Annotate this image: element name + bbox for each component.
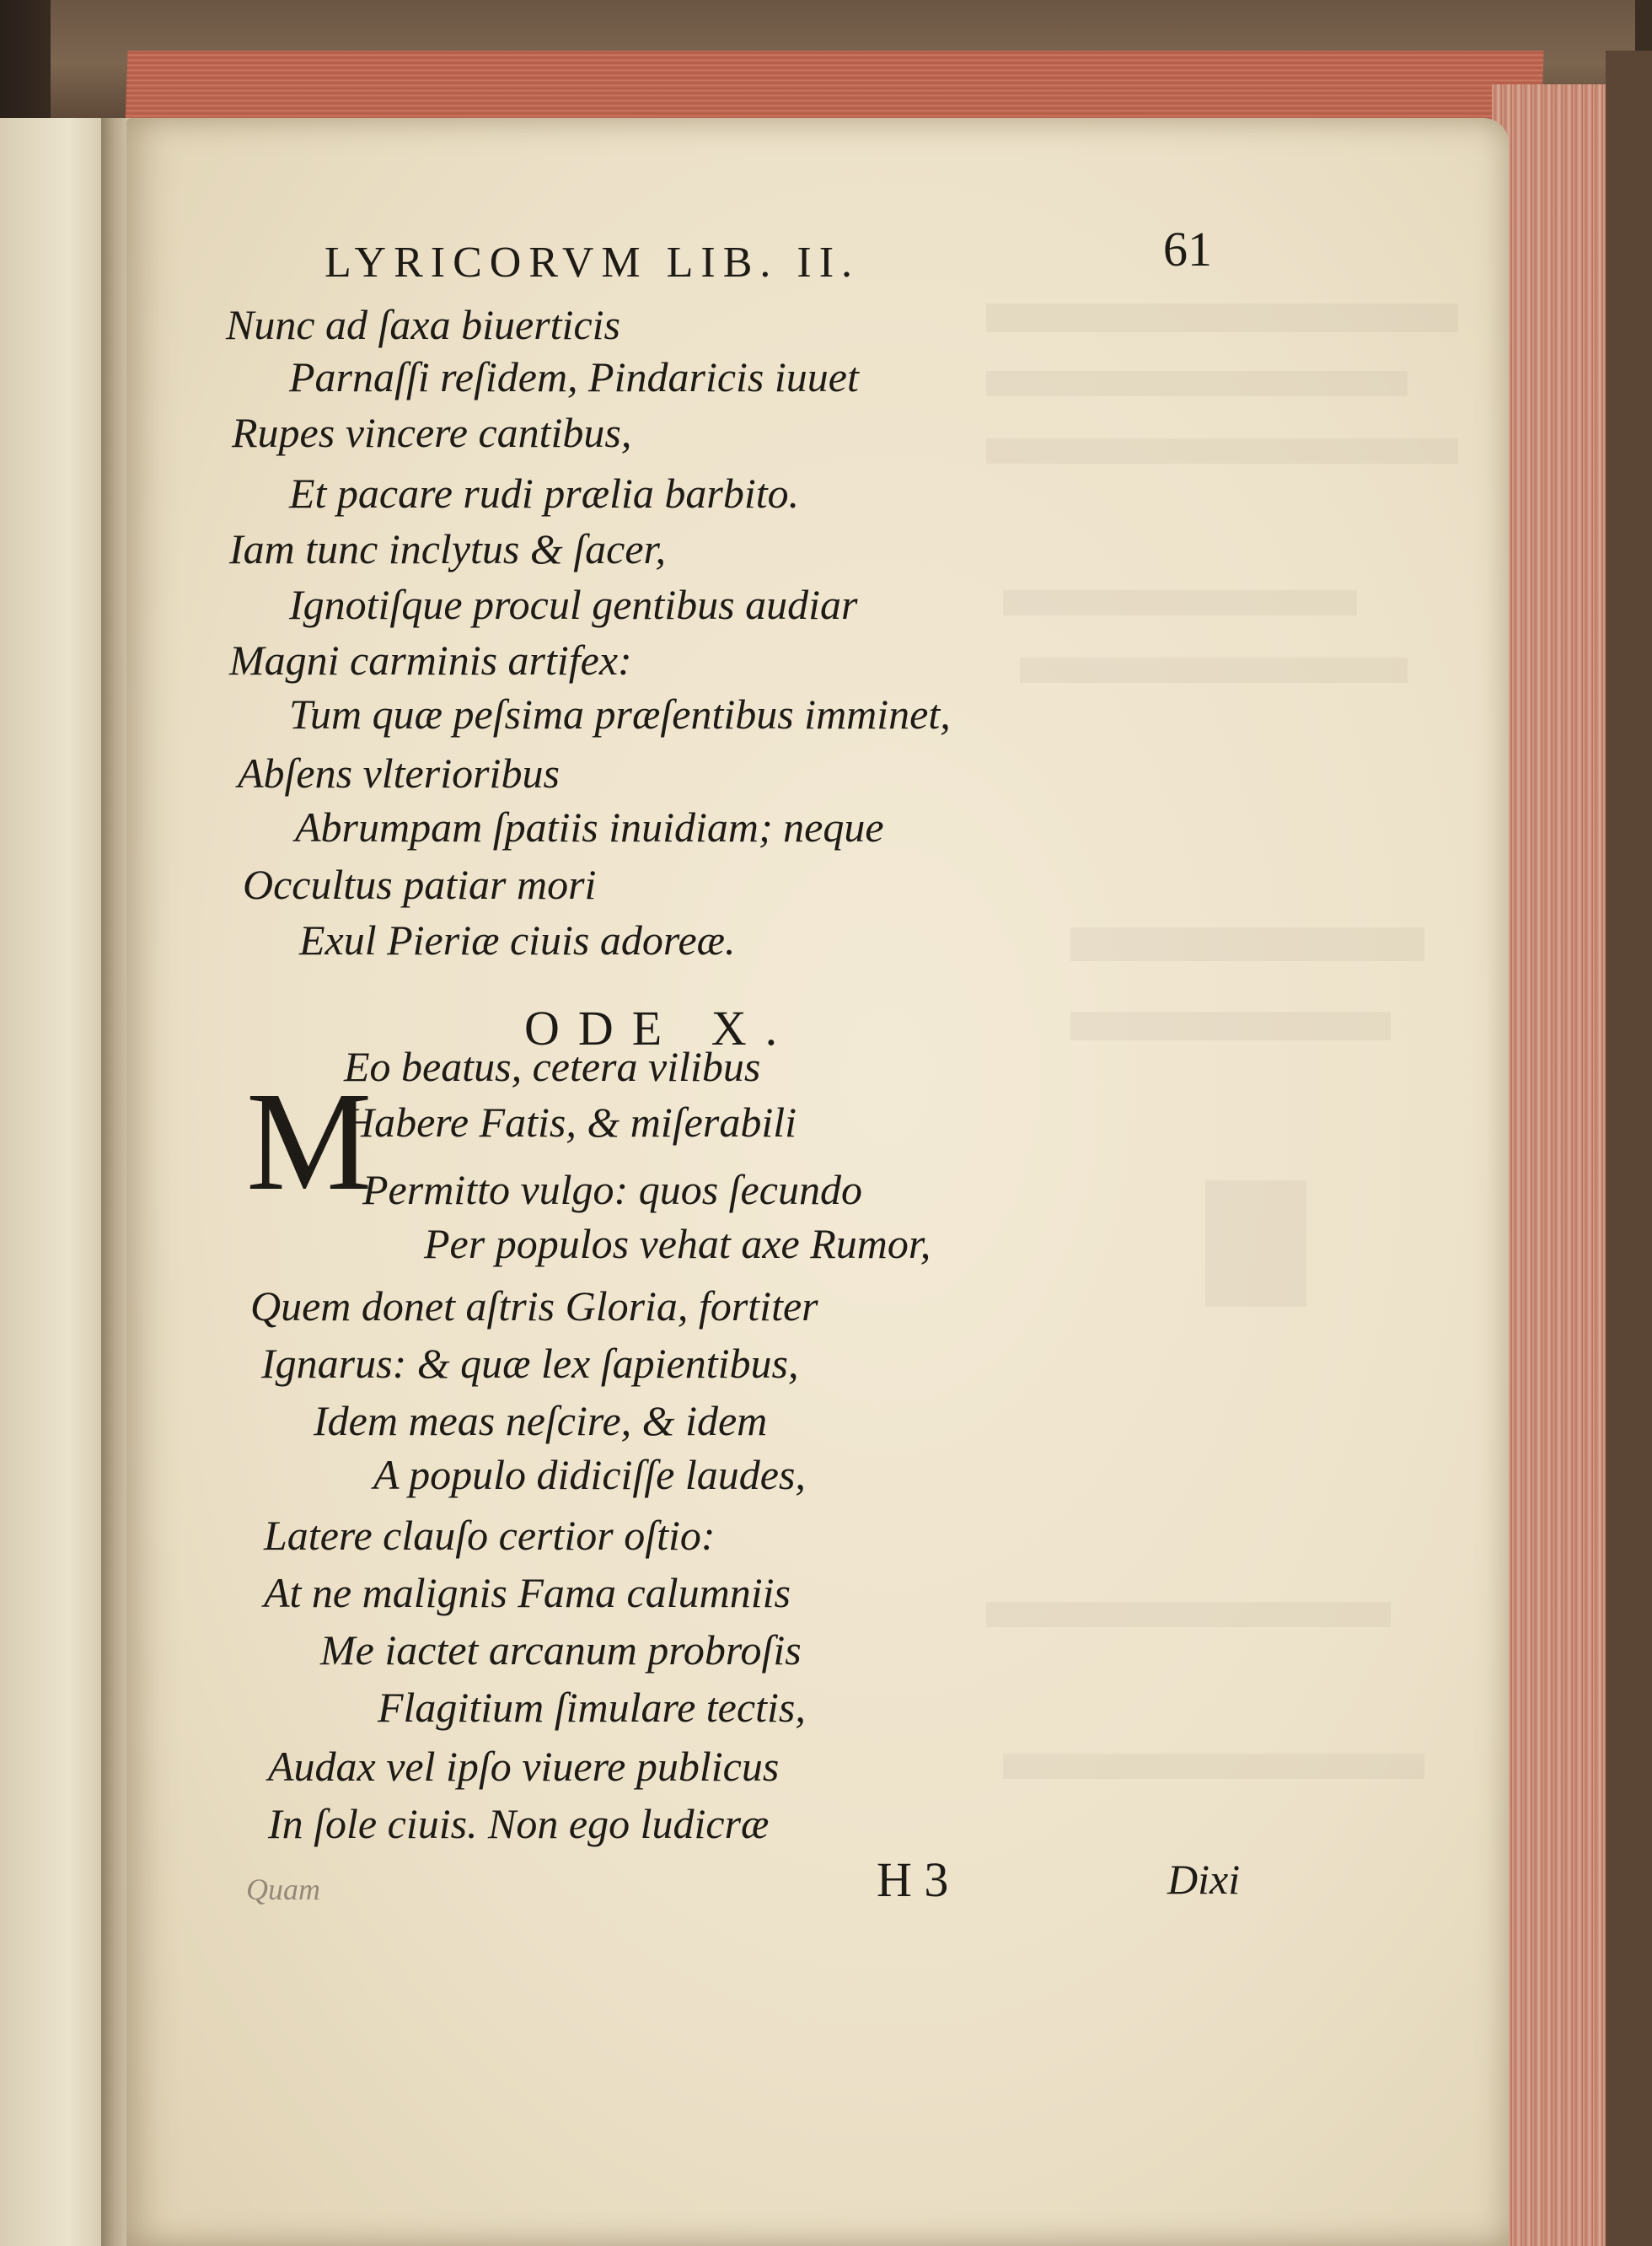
verse-line: Ignarus: & quæ lex ſapientibus, [261, 1340, 799, 1387]
verse-line: Idem meas neſcire, & idem [314, 1397, 768, 1444]
verse-line: Audax vel ipſo viuere publicus [268, 1743, 780, 1790]
verse-line: Parnaſſi reſidem, Pindaricis iuuet [289, 353, 859, 400]
verse-line: At ne malignis Fama calumniis [264, 1569, 791, 1616]
verse-line: Occultus patiar mori [243, 861, 597, 908]
verse-line: Latere clauſo certior oſtio: [264, 1512, 716, 1559]
drop-cap: M [246, 1063, 373, 1220]
verse-line: Nunc ad ſaxa biuerticis [226, 301, 620, 348]
verse-line: Ignotiſque procul gentibus audiar [289, 581, 858, 628]
verse-line: Et pacare rudi prælia barbito. [289, 470, 800, 517]
verse-line: Rupes vincere cantibus, [232, 409, 632, 456]
verse-line: Tum quæ peſsima præſentibus imminet, [289, 690, 951, 738]
running-title: LYRICORVM LIB. II. [324, 239, 861, 287]
verse-line: Abrumpam ſpatiis inuidiam; neque [295, 803, 884, 851]
verse-line: Per populos vehat axe Rumor, [424, 1220, 931, 1267]
verse-line: Magni carminis artifex: [229, 637, 632, 684]
verse-line: Habere Fatis, & miſerabili [344, 1099, 796, 1146]
right-cover [1606, 51, 1652, 2246]
verse-line: Me iactet arcanum probroſis [320, 1626, 802, 1674]
signature-mark: H 3 [877, 1852, 949, 1907]
verse-line: Abſens vlterioribus [238, 750, 560, 797]
verse-line: Flagitium ſimulare tectis, [378, 1684, 806, 1731]
ode-title: ODE X. [524, 1001, 796, 1056]
verse-line: A populo didiciſſe laudes, [373, 1451, 806, 1498]
page-number: 61 [1163, 222, 1212, 277]
verse-line: Permitto vulgo: quos ſecundo [362, 1166, 862, 1213]
manuscript-note: Quam [246, 1873, 320, 1906]
verse-line: In ſole ciuis. Non ego ludicræ [268, 1800, 770, 1847]
verse-line: Eo beatus, cetera vilibus [344, 1043, 761, 1090]
verse-line: Exul Pieriæ ciuis adoreæ. [299, 916, 736, 964]
verse-line: Iam tunc inclytus & ſacer, [229, 525, 666, 572]
catchword: Dixi [1167, 1856, 1241, 1903]
verse-line: Quem donet aſtris Gloria, fortiter [250, 1282, 818, 1330]
left-page-fragment [0, 118, 114, 2246]
